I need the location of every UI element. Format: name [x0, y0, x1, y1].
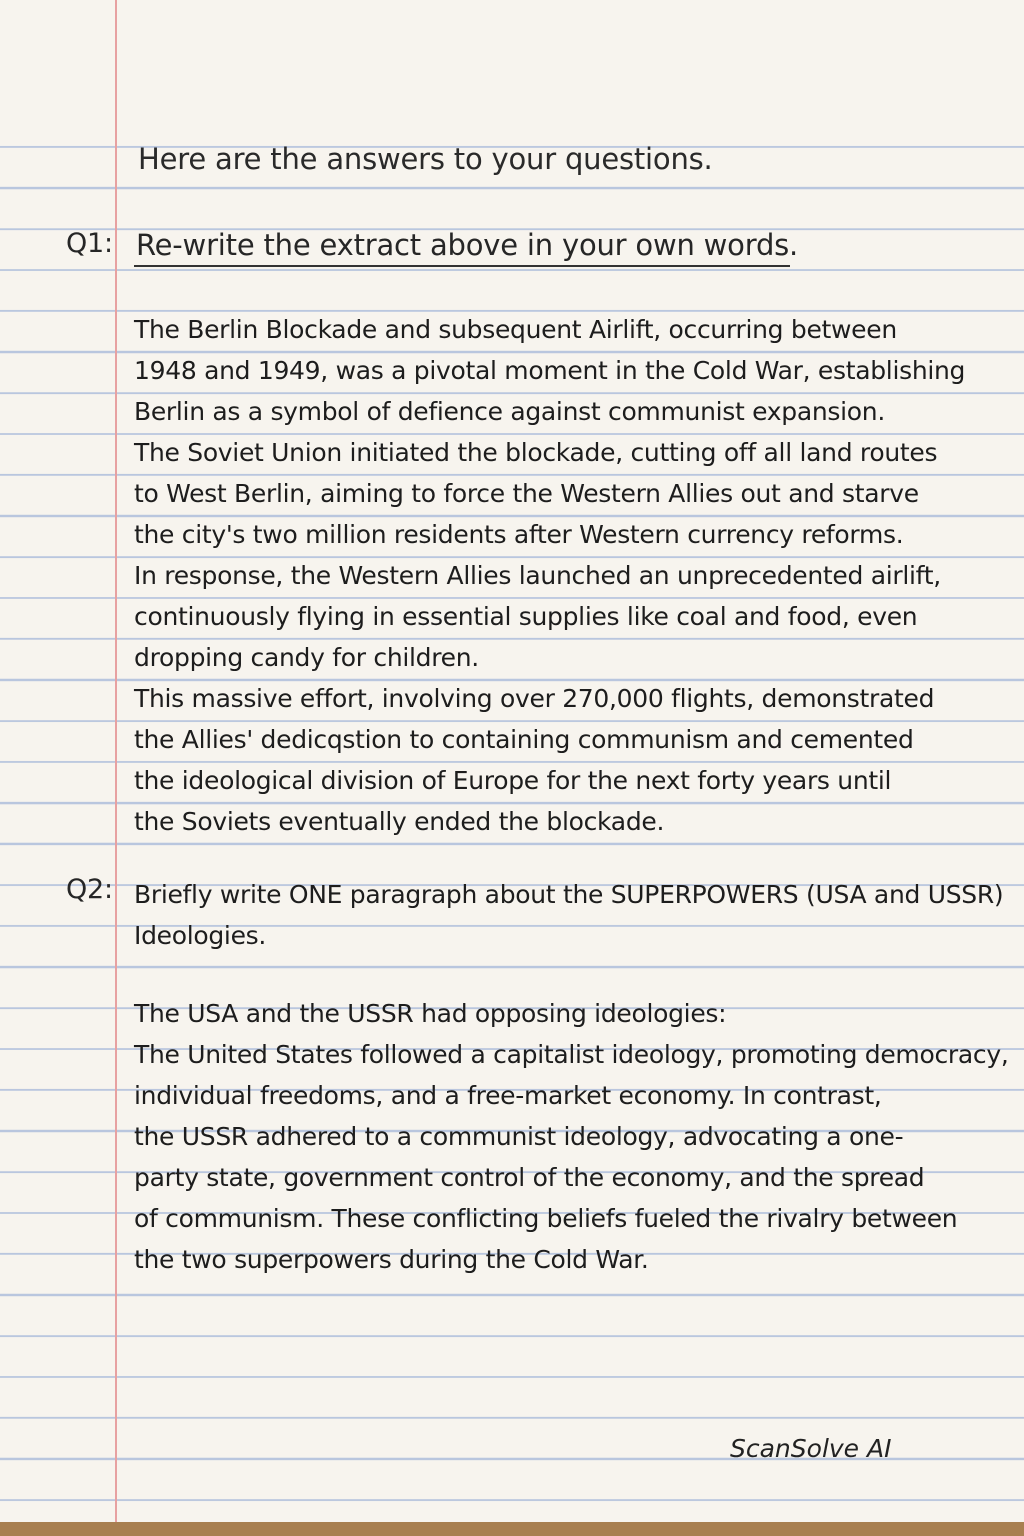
q2-question-line: Ideologies.	[134, 921, 267, 950]
q1-answer-line: the city's two million residents after Western currency reforms.	[134, 520, 904, 549]
intro-text: Here are the answers to your questions.	[138, 142, 713, 176]
q2-answer-line: individual freedoms, and a free-market economy. In contrast,	[134, 1081, 882, 1110]
q1-answer-line: This massive effort, involving over 270,000 flights, demonstrated	[134, 684, 935, 713]
q2-answer-line: the USSR adhered to a communist ideology, advocating a one-	[134, 1122, 904, 1151]
q1-answer-line: to West Berlin, aiming to force the Western Allies out and starve	[134, 479, 919, 508]
q1-answer-line: 1948 and 1949, was a pivotal moment in the Cold War, establishing	[134, 356, 966, 385]
q1-answer-line: the ideological division of Europe for the next forty years until	[134, 766, 892, 795]
q1-answer	[134, 309, 965, 842]
q2-answer-line: The USA and the USSR had opposing ideologies:	[134, 999, 727, 1028]
q2-answer-line: party state, government control of the economy, and the spread	[134, 1163, 925, 1192]
desk-edge	[0, 1522, 1024, 1536]
q2-answer-line: the two superpowers during the Cold War.	[134, 1245, 649, 1274]
q1-answer-line: the Allies' dedicqstion to containing communism and cemented	[134, 725, 914, 754]
q2-answer	[134, 993, 1009, 1280]
q1-answer-line: continuously flying in essential supplies like coal and food, even	[134, 602, 918, 631]
q2-answer-line: The United States followed a capitalist ideology, promoting democracy,	[134, 1040, 1009, 1069]
q1-question-underline	[134, 265, 790, 267]
q2-question	[134, 874, 1003, 956]
q1-label: Q1:	[66, 228, 113, 259]
q1-answer-line: The Soviet Union initiated the blockade, cutting off all land routes	[134, 438, 938, 467]
q1-answer-line: Berlin as a symbol of defience against communist expansion.	[134, 397, 885, 426]
q2-answer-line: of communism. These conflicting beliefs fueled the rivalry between	[134, 1204, 958, 1233]
q1-answer-line: The Berlin Blockade and subsequent Airlift, occurring between	[134, 315, 897, 344]
q2-question-line: Briefly write ONE paragraph about the SUPERPOWERS (USA and USSR)	[134, 880, 1004, 909]
margin-line	[115, 0, 117, 1522]
q1-question: Re-write the extract above in your own words.	[136, 228, 799, 262]
q1-answer-line: In response, the Western Allies launched an unprecedented airlift,	[134, 561, 941, 590]
q2-label: Q2:	[66, 874, 113, 905]
signature: ScanSolve AI	[730, 1434, 892, 1463]
q1-answer-line: dropping candy for children.	[134, 643, 479, 672]
q1-answer-line: the Soviets eventually ended the blockade.	[134, 807, 665, 836]
